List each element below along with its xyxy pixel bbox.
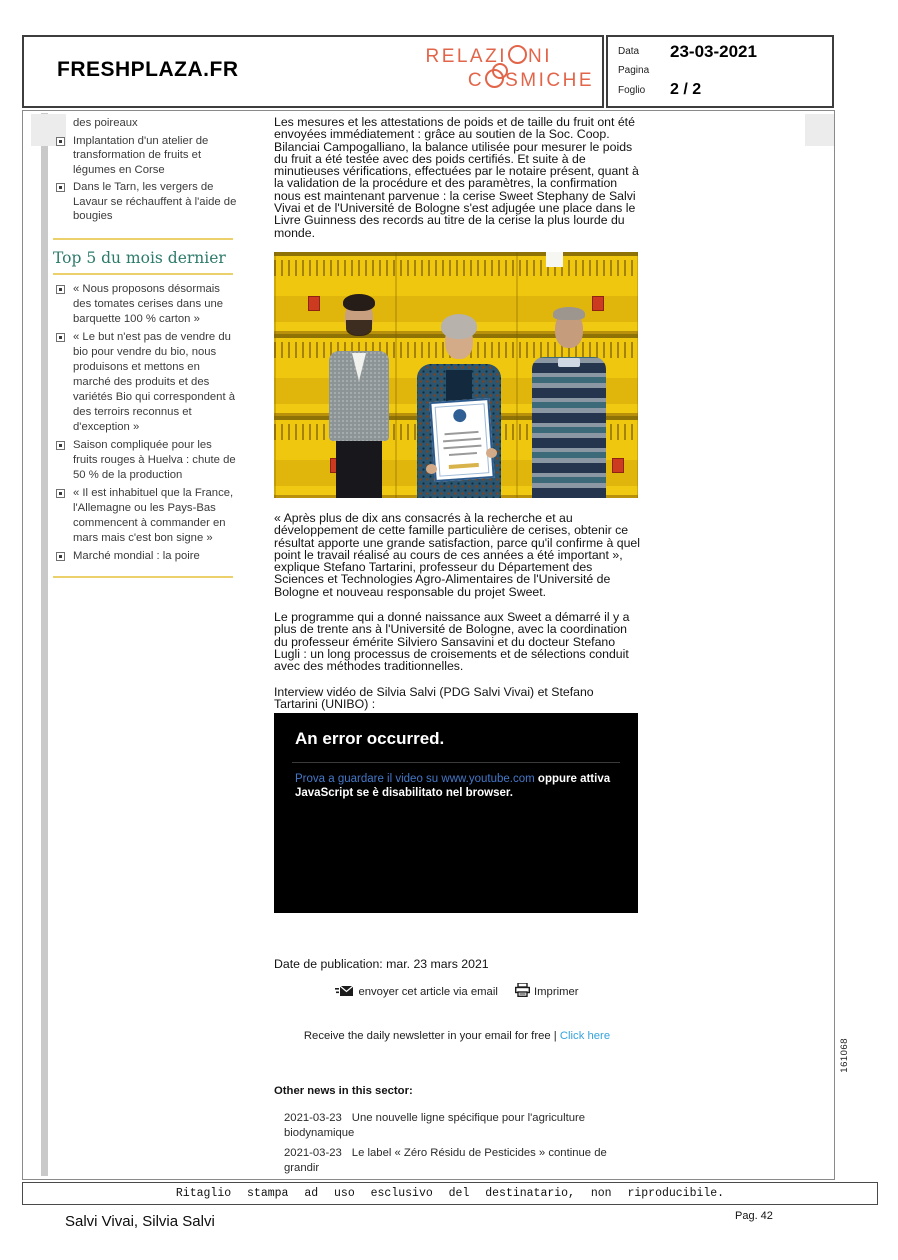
square-bullet-icon: [56, 285, 65, 294]
ceiling-gap: [546, 252, 563, 267]
square-bullet-icon: [56, 137, 65, 146]
newsletter-click-here-link[interactable]: Click here: [559, 1029, 611, 1042]
square-bullet-icon: [56, 552, 65, 561]
news-link[interactable]: Une nouvelle ligne spécifique pour l'agriculture biodynamique: [284, 1112, 586, 1140]
youtube-embed-error-box: [274, 713, 638, 913]
video-divider: [292, 762, 620, 763]
email-icon: [335, 985, 354, 997]
news-link[interactable]: Le label « Zéro Résidu de Pesticides » continue de grandir: [284, 1147, 607, 1175]
video-error-title: An error occurred.: [295, 729, 445, 749]
clipping-meta-box: [606, 35, 834, 108]
send-email-action[interactable]: envoyer cet article via email: [335, 985, 497, 998]
interview-intro: Interview vidéo de Silvia Salvi (PDG Salvi Vivai) et Stefano Tartarini (UNIBO) :: [274, 684, 594, 711]
source-title: FRESHPLAZA.FR: [57, 58, 239, 81]
person-center-hair: [441, 314, 477, 339]
header-source-box: [22, 35, 604, 108]
top5-item[interactable]: « Le but n'est pas de vendre du bio pour vendre du bio, nous produisons et mettons en marché des produits et des variétés Bio qui correspondent à des terroirs reconnus et d'exception »: [73, 330, 237, 435]
person-right-collar: [558, 358, 580, 367]
other-news-row: [284, 1111, 640, 1141]
meta-data-value: 23-03-2021: [670, 42, 757, 61]
article-content-box: [22, 110, 835, 1180]
gold-divider: [53, 238, 233, 240]
clip-id-vertical: 161068: [839, 1038, 850, 1073]
article-paragraph-program: Le programme qui a donné naissance aux Sweet a démarré il y a plus de trente ans à l'Université de Bologne, avec la coordination du professeur émérite Silviero Sansavini et du docteur Stefano Lugli : un long processus de croisements et de sélections conduit avec des méthodes traditionnelles.: [274, 610, 630, 674]
square-bullet-icon: [56, 183, 65, 192]
page-number: Pag. 42: [735, 1210, 773, 1222]
sidebar-item[interactable]: Dans le Tarn, les vergers de Lavaur se réchauffent à l'aide de bougies: [73, 180, 237, 224]
other-news-row: [284, 1146, 640, 1176]
news-date: 2021-03-23: [284, 1147, 342, 1160]
article-column: [274, 116, 640, 1181]
gold-divider: [53, 273, 233, 275]
meta-foglio-value: 2 / 2: [670, 81, 702, 98]
person-right-sweater: [532, 357, 606, 498]
sidebar-item[interactable]: Implantation d'un atelier de transformation de fruits et légumes en Corse: [73, 134, 237, 178]
page-edge-strip: [41, 113, 48, 1176]
newsletter-line: Receive the daily newsletter in your email for free | Click here: [303, 1029, 611, 1042]
hand: [426, 464, 437, 474]
news-date: 2021-03-23: [284, 1112, 342, 1125]
crate-label: [308, 296, 320, 311]
top5-list: [51, 282, 237, 564]
meta-foglio-label: Foglio: [618, 85, 646, 96]
person-left-beard: [346, 320, 372, 336]
ritaglio-disclaimer: Ritaglio stampa ad uso esclusivo del destinatario, non riproducibile.: [22, 1182, 878, 1205]
crate-label: [592, 296, 604, 311]
top5-item[interactable]: Saison compliquée pour les fruits rouges à Huelva : chute de 50 % de la production: [73, 438, 237, 483]
article-paragraph-quote: « Après plus de dix ans consacrés à la recherche et au développement de cette famille particulière de cerises, obtenir ce résultat apporte une grande satisfaction, parce qu'il confirme à quel point le travail réalisé au cours de ces années a été important », explique Stefano Tartarini, professeur du Département des Sciences et Technologies Agro-Alimentaires de l'Université de Bologne et nouveau responsable du projet Sweet.: [274, 510, 641, 599]
square-bullet-icon: [56, 333, 65, 342]
meta-data-label: Data: [618, 46, 640, 57]
top5-heading: Top 5 du mois dernier: [53, 248, 226, 267]
youtube-link[interactable]: Prova a guardare il video su www.youtube.com: [295, 773, 535, 786]
logo-circle-icon: [508, 45, 527, 64]
square-bullet-icon: [56, 441, 65, 450]
top5-item[interactable]: « Il est inhabituel que la France, l'Allemagne ou les Pays-Bas commencent à commander en mars mais c'est bon signe »: [73, 486, 237, 546]
hand: [486, 448, 497, 458]
faded-corner-image: [805, 114, 834, 146]
square-bullet-icon: [56, 489, 65, 498]
gold-divider: [53, 576, 233, 578]
meta-pagina-label: Pagina: [618, 65, 650, 76]
logo-circle-icon: [485, 69, 504, 88]
sidebar-recent-list: [51, 134, 237, 224]
logo-line-1: RELAZI NI: [425, 46, 552, 67]
sidebar: [51, 115, 237, 578]
relazioni-cosmiche-logo: [386, 42, 596, 100]
other-news-heading: Other news in this sector:: [274, 1085, 413, 1098]
publication-date: Date de publication: mar. 23 mars 2021: [274, 957, 489, 972]
crate-label: [612, 458, 624, 473]
share-row: [274, 983, 640, 998]
article-paragraph-measures: Les mesures et les attestations de poids et de taille du fruit ont été envoyées immédiatement : grâce au soutien de la Soc. Coop. Bilanciai Campogalliano, la balance utilisée pour mesurer le poids du fruit a été testée avec des poids certifiés. Et suite à de minutieuses vérifications, effectuées par le notaire présent, quant à la validation de la procédure et des paramètres, la confirmation nous est maintenant parvenue : la cerise Sweet Stephany de Salvi Vivai et de l'Université de Bologne s'est adjugée une place dans le Livre Guinness des records au titre de la cerise la plus lourde du monde.: [274, 115, 639, 240]
top5-item[interactable]: Marché mondial : la poire: [73, 549, 237, 564]
guinness-certificate-photo: [274, 252, 638, 498]
certificate-seal-icon: [453, 409, 467, 423]
logo-line-2: C SMICHE: [467, 70, 594, 91]
person-left-hair: [343, 294, 375, 311]
print-action[interactable]: Imprimer: [515, 983, 579, 998]
top5-item[interactable]: « Nous proposons désormais des tomates cerises dans une barquette 100 % carton »: [73, 282, 237, 327]
crate-slots: [274, 260, 638, 276]
printer-icon: [515, 983, 530, 997]
guinness-certificate: [429, 398, 494, 482]
other-news-list: [274, 1111, 640, 1176]
sidebar-item-overflow[interactable]: des poireaux: [73, 117, 138, 129]
clipping-subject: Salvi Vivai, Silvia Salvi: [65, 1213, 215, 1230]
person-right-hair: [553, 307, 585, 320]
video-error-message: Prova a guardare il video su www.youtube.com oppure attiva JavaScript se è disabilitato nel browser.: [295, 773, 611, 800]
